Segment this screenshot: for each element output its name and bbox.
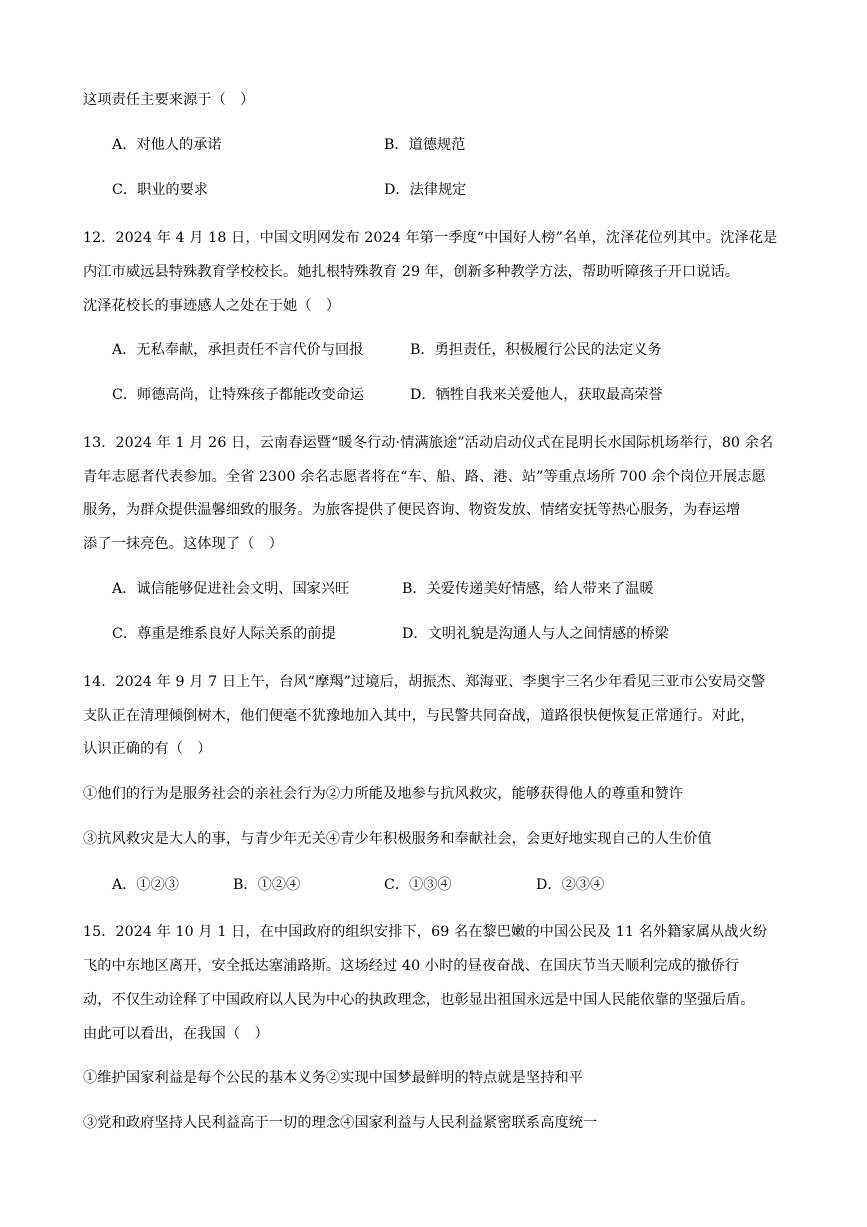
q11-option-d: D．法律规定 [384, 182, 467, 198]
q12-stem-line-3: 沈泽花校长的事迹感人之处在于她（ ） [83, 298, 341, 314]
q14-option-b: B．①②④ [233, 877, 301, 893]
q14-stem-line-1: 14．2024 年 9 月 7 日上午，台风“摩羯”过境后，胡振杰、郑海亚、李奥宇三名少年看见三亚市公安局交警 [83, 674, 766, 690]
q13-option-b: B．关爱传递美好情感，给人带来了温暖 [402, 581, 654, 597]
q11-stem: 这项责任主要来源于（ ） [83, 92, 255, 108]
q14-stem-line-2: 支队正在清理倾倒树木，他们便毫不犹豫地加入其中，与民警共同奋战，道路很快便恢复正常通行。对此， [83, 708, 755, 724]
q15-statement-line-1: ①维护国家利益是每个公民的基本义务②实现中国梦最鲜明的特点就是坚持和平 [83, 1070, 584, 1086]
q14-option-d: D．②③④ [536, 877, 605, 893]
q14-statement-line-1: ①他们的行为是服务社会的亲社会行为②力所能及地参与抗风救灾，能够获得他人的尊重和赞许 [83, 786, 684, 802]
q13-option-a: A．诚信能够促进社会文明、国家兴旺 [112, 581, 350, 597]
q14-statement-line-2: ③抗风救灾是大人的事，与青少年无关④青少年积极服务和奉献社会，会更好地实现自己的人生价值 [83, 831, 712, 847]
q12-option-d: D．牺牲自我来关爱他人，获取最高荣誉 [410, 387, 663, 403]
q12-stem-line-2: 内江市威远县特殊教育学校校长。她扎根特殊教育 29 年，创新多种教学方法，帮助听障孩子开口说话。 [83, 264, 740, 280]
q15-stem-line-3: 动，不仅生动诠释了中国政府以人民为中心的执政理念，也彰显出祖国永远是中国人民能依靠的坚强后盾。 [83, 992, 755, 1008]
q11-option-a: A．对他人的承诺 [112, 137, 222, 153]
q13-option-d: D．文明礼貌是沟通人与人之间情感的桥梁 [402, 626, 669, 642]
q13-option-c: C．尊重是维系良好人际关系的前提 [112, 626, 336, 642]
q12-option-a: A．无私奉献，承担责任不言代价与回报 [112, 342, 364, 358]
q14-option-c: C．①③④ [384, 877, 452, 893]
q13-stem-line-3: 服务，为群众提供温馨细致的服务。为旅客提供了便民咨询、物资发放、情绪安抚等热心服务，为春运增 [83, 502, 741, 518]
q12-option-b: B．勇担责任，积极履行公民的法定义务 [410, 342, 662, 358]
q11-option-b: B．道德规范 [384, 137, 466, 153]
q14-option-a: A．①②③ [112, 877, 179, 893]
q13-stem-line-1: 13．2024 年 1 月 26 日，云南春运暨“暖冬行动·情满旅途”活动启动仪式在昆明长水国际机场举行，80 余名 [83, 435, 774, 451]
q15-stem-line-4: 由此可以看出，在我国（ ） [83, 1026, 269, 1042]
q12-option-c: C．师德高尚，让特殊孩子都能改变命运 [112, 387, 365, 403]
q13-stem-line-4: 添了一抹亮色。这体现了（ ） [83, 536, 284, 552]
q15-statement-line-2: ③党和政府坚持人民利益高于一切的理念④国家利益与人民利益紧密联系高度统一 [83, 1115, 598, 1131]
q14-stem-line-3: 认识正确的有（ ） [83, 741, 212, 757]
q15-stem-line-1: 15．2024 年 10 月 1 日，在中国政府的组织安排下，69 名在黎巴嫩的中国公民及 11 名外籍家属从战火纷 [83, 924, 768, 940]
q12-stem-line-1: 12．2024 年 4 月 18 日，中国文明网发布 2024 年第一季度“中国好人榜”名单，沈泽花位列其中。沈泽花是 [83, 230, 778, 246]
q13-stem-line-2: 青年志愿者代表参加。全省 2300 余名志愿者将在“车、船、路、港、站”等重点场所 700 余个岗位开展志愿 [83, 469, 766, 485]
q11-option-c: C．职业的要求 [112, 182, 208, 198]
q15-stem-line-2: 飞的中东地区离开，安全抵达塞浦路斯。这场经过 40 小时的昼夜奋战、在国庆节当天顺利完成的撤侨行 [83, 958, 740, 974]
